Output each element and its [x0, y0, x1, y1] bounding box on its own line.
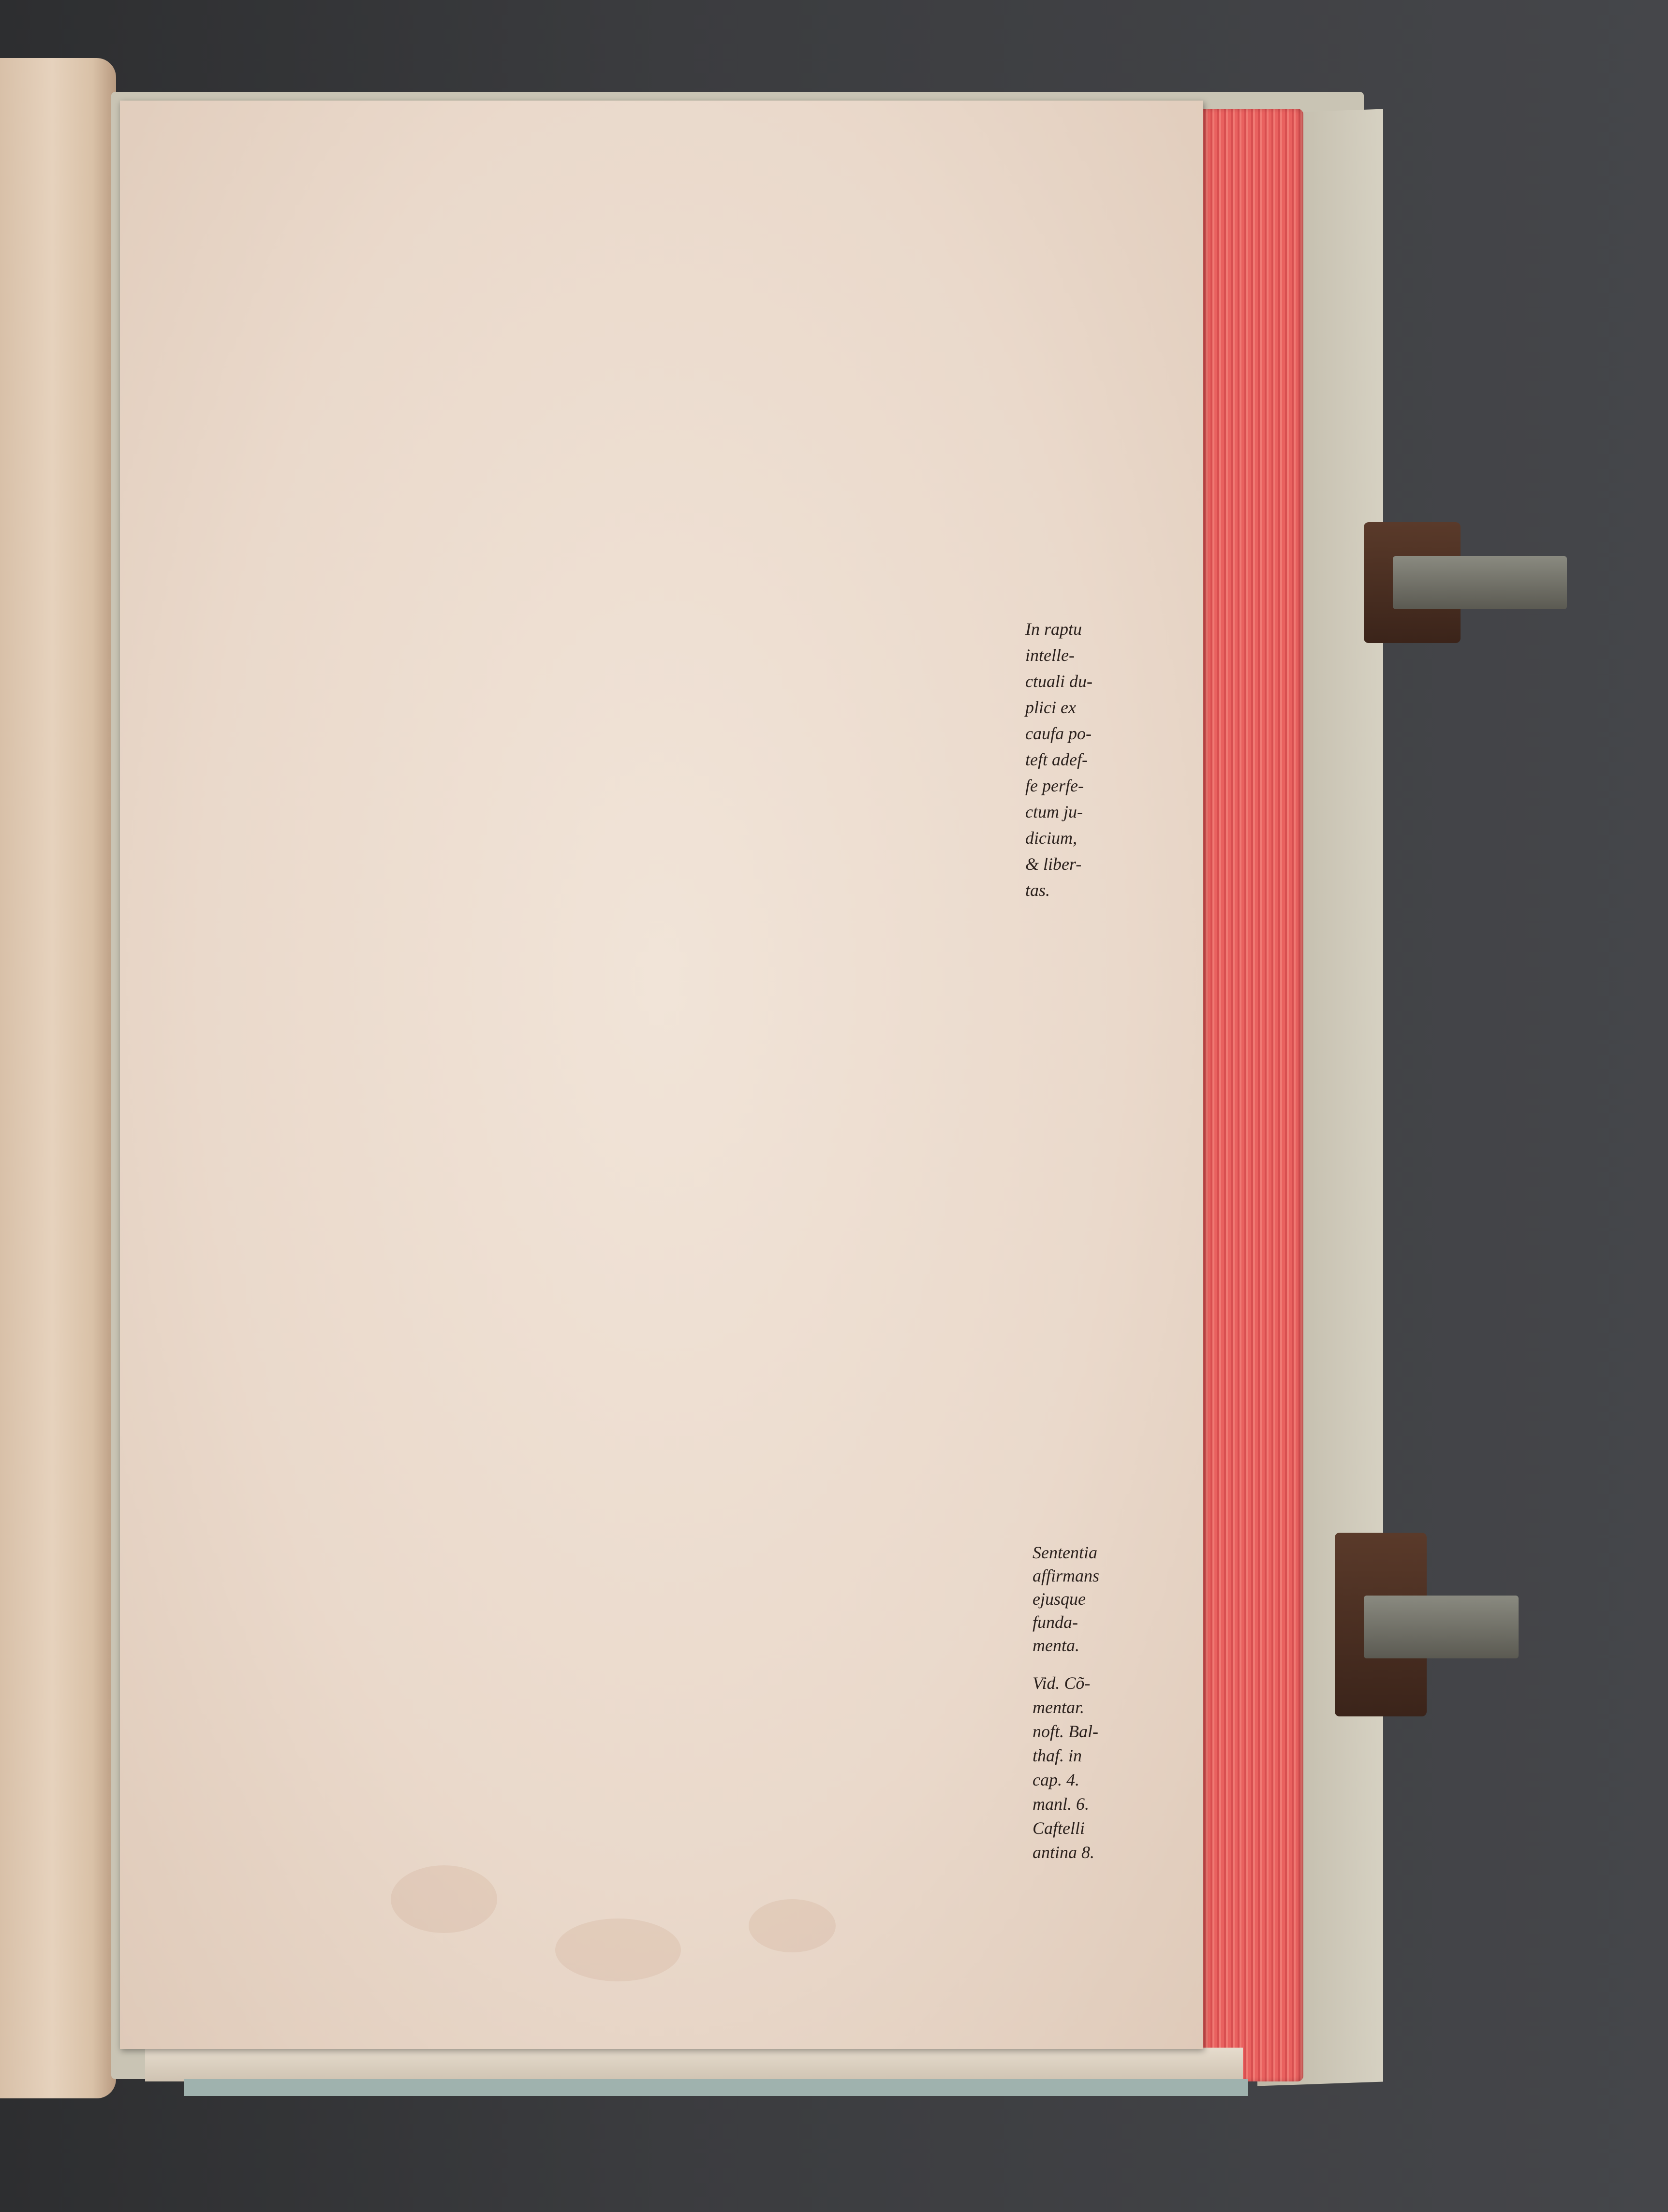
marginal-line: manl. 6.	[1033, 1794, 1089, 1814]
marginal-line: Caftelli	[1033, 1818, 1085, 1838]
right-text-column-bottom	[636, 1219, 1033, 1872]
marginal-line: plici ex	[1025, 698, 1076, 717]
marginal-line: & liber-	[1025, 854, 1082, 874]
marginal-line: thaf. in	[1033, 1746, 1082, 1765]
marginal-line: noft. Bal-	[1033, 1722, 1098, 1741]
marginal-line: caufa po-	[1025, 724, 1092, 743]
marginal-line: funda-	[1033, 1612, 1078, 1632]
marginal-line: cap. 4.	[1033, 1770, 1079, 1789]
lower-clasp	[1325, 1533, 1528, 1721]
red-fore-edge	[1187, 109, 1303, 2081]
upper-clasp	[1344, 522, 1577, 648]
marginal-line: fe perfe-	[1025, 776, 1084, 795]
cover-bottom-board	[184, 2079, 1248, 2096]
right-text-column-top	[636, 215, 1033, 1066]
marginal-line: ejusque	[1033, 1589, 1086, 1609]
marginal-line: In raptu	[1025, 619, 1082, 639]
marginal-line: teft adef-	[1025, 750, 1088, 769]
marginal-line: antina 8.	[1033, 1843, 1095, 1862]
marginal-line: dicium,	[1025, 828, 1077, 848]
marginal-line: ctuali du-	[1025, 672, 1092, 691]
marginal-line: affirmans	[1033, 1566, 1100, 1585]
page-block-bottom-edge	[145, 2048, 1243, 2081]
marginal-line: ctum ju-	[1025, 802, 1083, 821]
marginal-line: Sententia	[1033, 1543, 1097, 1562]
marginal-line: tas.	[1025, 880, 1050, 900]
marginal-line: menta.	[1033, 1636, 1079, 1655]
left-text-column	[210, 215, 621, 1874]
left-facing-page	[0, 58, 116, 2098]
marginal-line: Vid. Cõ-	[1033, 1673, 1091, 1693]
marginal-line: mentar.	[1033, 1698, 1084, 1717]
marginal-line: intelle-	[1025, 645, 1075, 665]
